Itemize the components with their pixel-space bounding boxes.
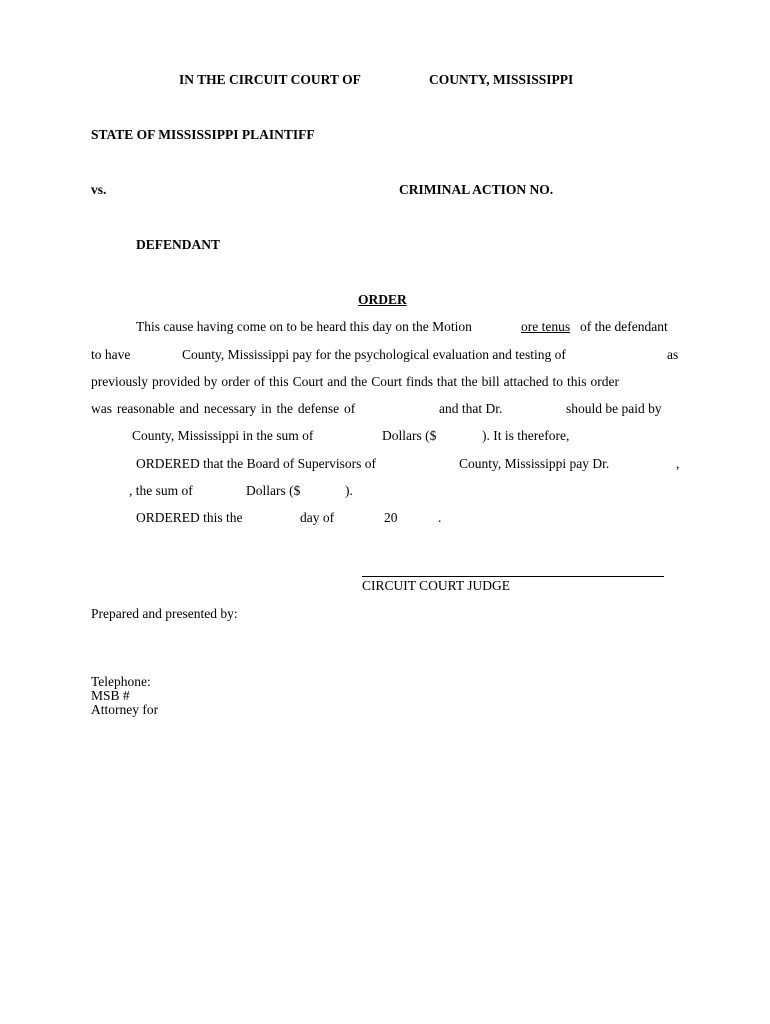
- signature-line: [362, 576, 664, 577]
- court-heading-right: COUNTY, MISSISSIPPI: [429, 72, 574, 87]
- versus-label: vs.: [91, 182, 107, 197]
- p2-ordered-board: ORDERED that the Board of Supervisors of: [136, 456, 376, 471]
- prepared-by-label: Prepared and presented by:: [91, 606, 238, 621]
- p1-line4-c: should be paid by: [566, 401, 662, 416]
- p1-line2-b: County, Mississippi pay for the psychological evaluation and testing of: [182, 347, 566, 362]
- p1-line5-a: County, Mississippi in the sum of: [132, 428, 314, 443]
- p1-line5-c: ). It is therefore,: [482, 428, 570, 443]
- p1-line5-b: Dollars ($: [382, 428, 437, 443]
- p1-line4-a: was reasonable and necessary in the defense of: [91, 401, 356, 416]
- p3-period: .: [438, 510, 442, 525]
- p1-line4-b: and that Dr.: [439, 401, 503, 416]
- p2-sum-of: , the sum of: [129, 483, 193, 498]
- msb-label: MSB #: [91, 688, 130, 703]
- order-title: ORDER: [358, 292, 407, 307]
- p2-close-paren: ).: [345, 483, 353, 498]
- defendant-label: DEFENDANT: [136, 237, 221, 252]
- p1-line3: previously provided by order of this Court and the Court finds that the bill attached to this order: [91, 374, 619, 389]
- p2-dollars: Dollars ($: [246, 483, 301, 498]
- attorney-for-label: Attorney for: [91, 702, 159, 717]
- p1-line2-c: as: [667, 347, 679, 362]
- p2-county-pay: County, Mississippi pay Dr.: [459, 456, 610, 471]
- p1-line1-a: This cause having come on to be heard this day on the Motion: [136, 319, 472, 334]
- p3-day-of: day of: [300, 510, 335, 525]
- p1-line2-a: to have: [91, 347, 131, 362]
- criminal-action-label: CRIMINAL ACTION NO.: [399, 182, 554, 197]
- telephone-label: Telephone:: [91, 674, 151, 689]
- p1-line1-c: of the defendant: [580, 319, 668, 334]
- plaintiff-line: STATE OF MISSISSIPPI PLAINTIFF: [91, 127, 315, 142]
- p3-year-prefix: 20: [384, 510, 398, 525]
- court-heading-left: IN THE CIRCUIT COURT OF: [179, 72, 361, 87]
- p1-line1-ore-tenus: ore tenus: [521, 319, 571, 334]
- p3-ordered-this: ORDERED this the: [136, 510, 243, 525]
- judge-label: CIRCUIT COURT JUDGE: [362, 578, 510, 593]
- p2-comma: ,: [676, 456, 680, 471]
